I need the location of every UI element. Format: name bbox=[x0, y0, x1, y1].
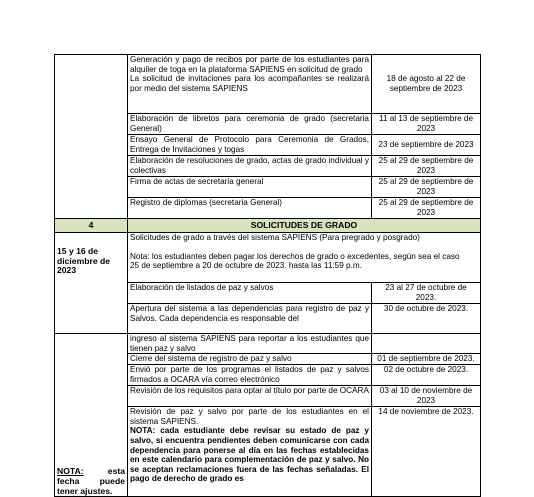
calendar-table bbox=[54, 54, 481, 497]
intro-line: Solicitudes de grado a través del sistema SAPIENS (Para pregrado y posgrado) bbox=[130, 233, 420, 242]
date-cell: 25 al 29 de septiembre de 2023 bbox=[372, 177, 481, 198]
activity-cell: Apertura del sistema a las dependencias para registro de paz y Salvos. Cada dependencia es responsable del bbox=[128, 304, 372, 334]
activity-cell: Elaboración de resoluciones de grado, actas de grado individual y colectivas bbox=[128, 156, 372, 177]
activity-cell: Firma de actas de secretaria general bbox=[128, 177, 372, 198]
note-cell bbox=[55, 334, 128, 497]
activity-cell: Revisión de los requisitos para optar al título por parte de OCARA bbox=[128, 386, 372, 407]
intro-deadline: 25 de septiembre a 20 de octubre de 2023. hasta las 11:59 p.m. bbox=[130, 261, 362, 271]
date-cell: 23 al 27 de octubre de 2023. bbox=[372, 283, 481, 304]
activity-cell: Registro de diplomas (secretaria General) bbox=[128, 198, 372, 219]
date-cell: 30 de octubre de 2023. bbox=[372, 304, 481, 334]
date-cell: 18 de agosto al 22 de septiembre de 2023 bbox=[372, 55, 481, 114]
activity-cell: Ensayo General de Protocolo para Ceremonia de Grados, Entrega de Invitaciones y togas bbox=[128, 135, 372, 156]
date-cell: 02 de octubre de 2023. bbox=[372, 365, 481, 386]
date-cell: 23 de septiembre de 2023 bbox=[372, 135, 481, 156]
section-title: SOLICITUDES DE GRADO bbox=[128, 219, 481, 233]
table-row bbox=[55, 334, 481, 354]
activity-text: Generación y pago de recibos por parte de los estudiantes para alquiler de toga en la plataforma SAPIENS en solicitud de grado bbox=[130, 55, 369, 74]
activity-cell: ingreso al sistema SAPIENS para reportar a los estudiantes que tienen paz y salvo bbox=[128, 334, 372, 354]
graduation-date: 15 y 16 de diciembre de 2023 bbox=[57, 246, 111, 276]
date-cell: 25 al 29 de septiembre de 2023 bbox=[372, 156, 481, 177]
activity-cell: Envió por parte de los programas el listados de paz y salvos firmados a OCARA vía correo electrónico bbox=[128, 365, 372, 386]
activity-cell bbox=[128, 55, 372, 114]
activity-cell: Elaboración de libretos para ceremonia de grado (secretaria General) bbox=[128, 114, 372, 135]
graduation-date-cell bbox=[55, 233, 128, 334]
left-cell bbox=[55, 55, 128, 219]
date-cell: 11 al 13 de septiembre de 2023 bbox=[372, 114, 481, 135]
date-cell: 01 de septiembre de 2023. bbox=[372, 354, 481, 365]
intro-cell bbox=[128, 233, 481, 283]
date-cell bbox=[372, 334, 481, 354]
table-row bbox=[55, 233, 481, 283]
activity-note: NOTA: cada estudiante debe revisar su estado de paz y salvo, si encuentra pendientes deben comunicarse con cada dependencia para ponerse al día en las fechas establecidas en este calendario para complementación de paz y salvo. No se aceptan reclamaciones fuera de las fechas señaladas. El pago de derecho de grado es bbox=[130, 426, 369, 484]
section-header-row bbox=[55, 219, 481, 233]
date-cell: 14 de noviembre de 2023. bbox=[372, 407, 481, 497]
note-text: esta fecha puede tener ajustes. bbox=[57, 466, 125, 496]
date-cell: 25 al 29 de septiembre de 2023 bbox=[372, 198, 481, 219]
activity-text: Revisión de paz y salvo por parte de los estudiantes en el sistema SAPIENS. bbox=[130, 407, 369, 426]
activity-cell bbox=[128, 407, 372, 497]
activity-text: La solicitud de invitaciones para los acompañantes se realizará por medio del sistema SAPIENS bbox=[130, 74, 369, 93]
activity-cell: Cierre del sistema de registro de paz y salvo bbox=[128, 354, 372, 365]
activity-cell: Elaboración de listados de paz y salvos bbox=[128, 283, 372, 304]
date-cell: 03 al 10 de noviembre de 2023 bbox=[372, 386, 481, 407]
table-row bbox=[55, 55, 481, 114]
note-label: NOTA: bbox=[57, 466, 84, 477]
section-number: 4 bbox=[55, 219, 128, 233]
intro-note: Nota: los estudiantes deben pagar los derechos de grado o excedentes, según sea el caso bbox=[130, 251, 460, 261]
